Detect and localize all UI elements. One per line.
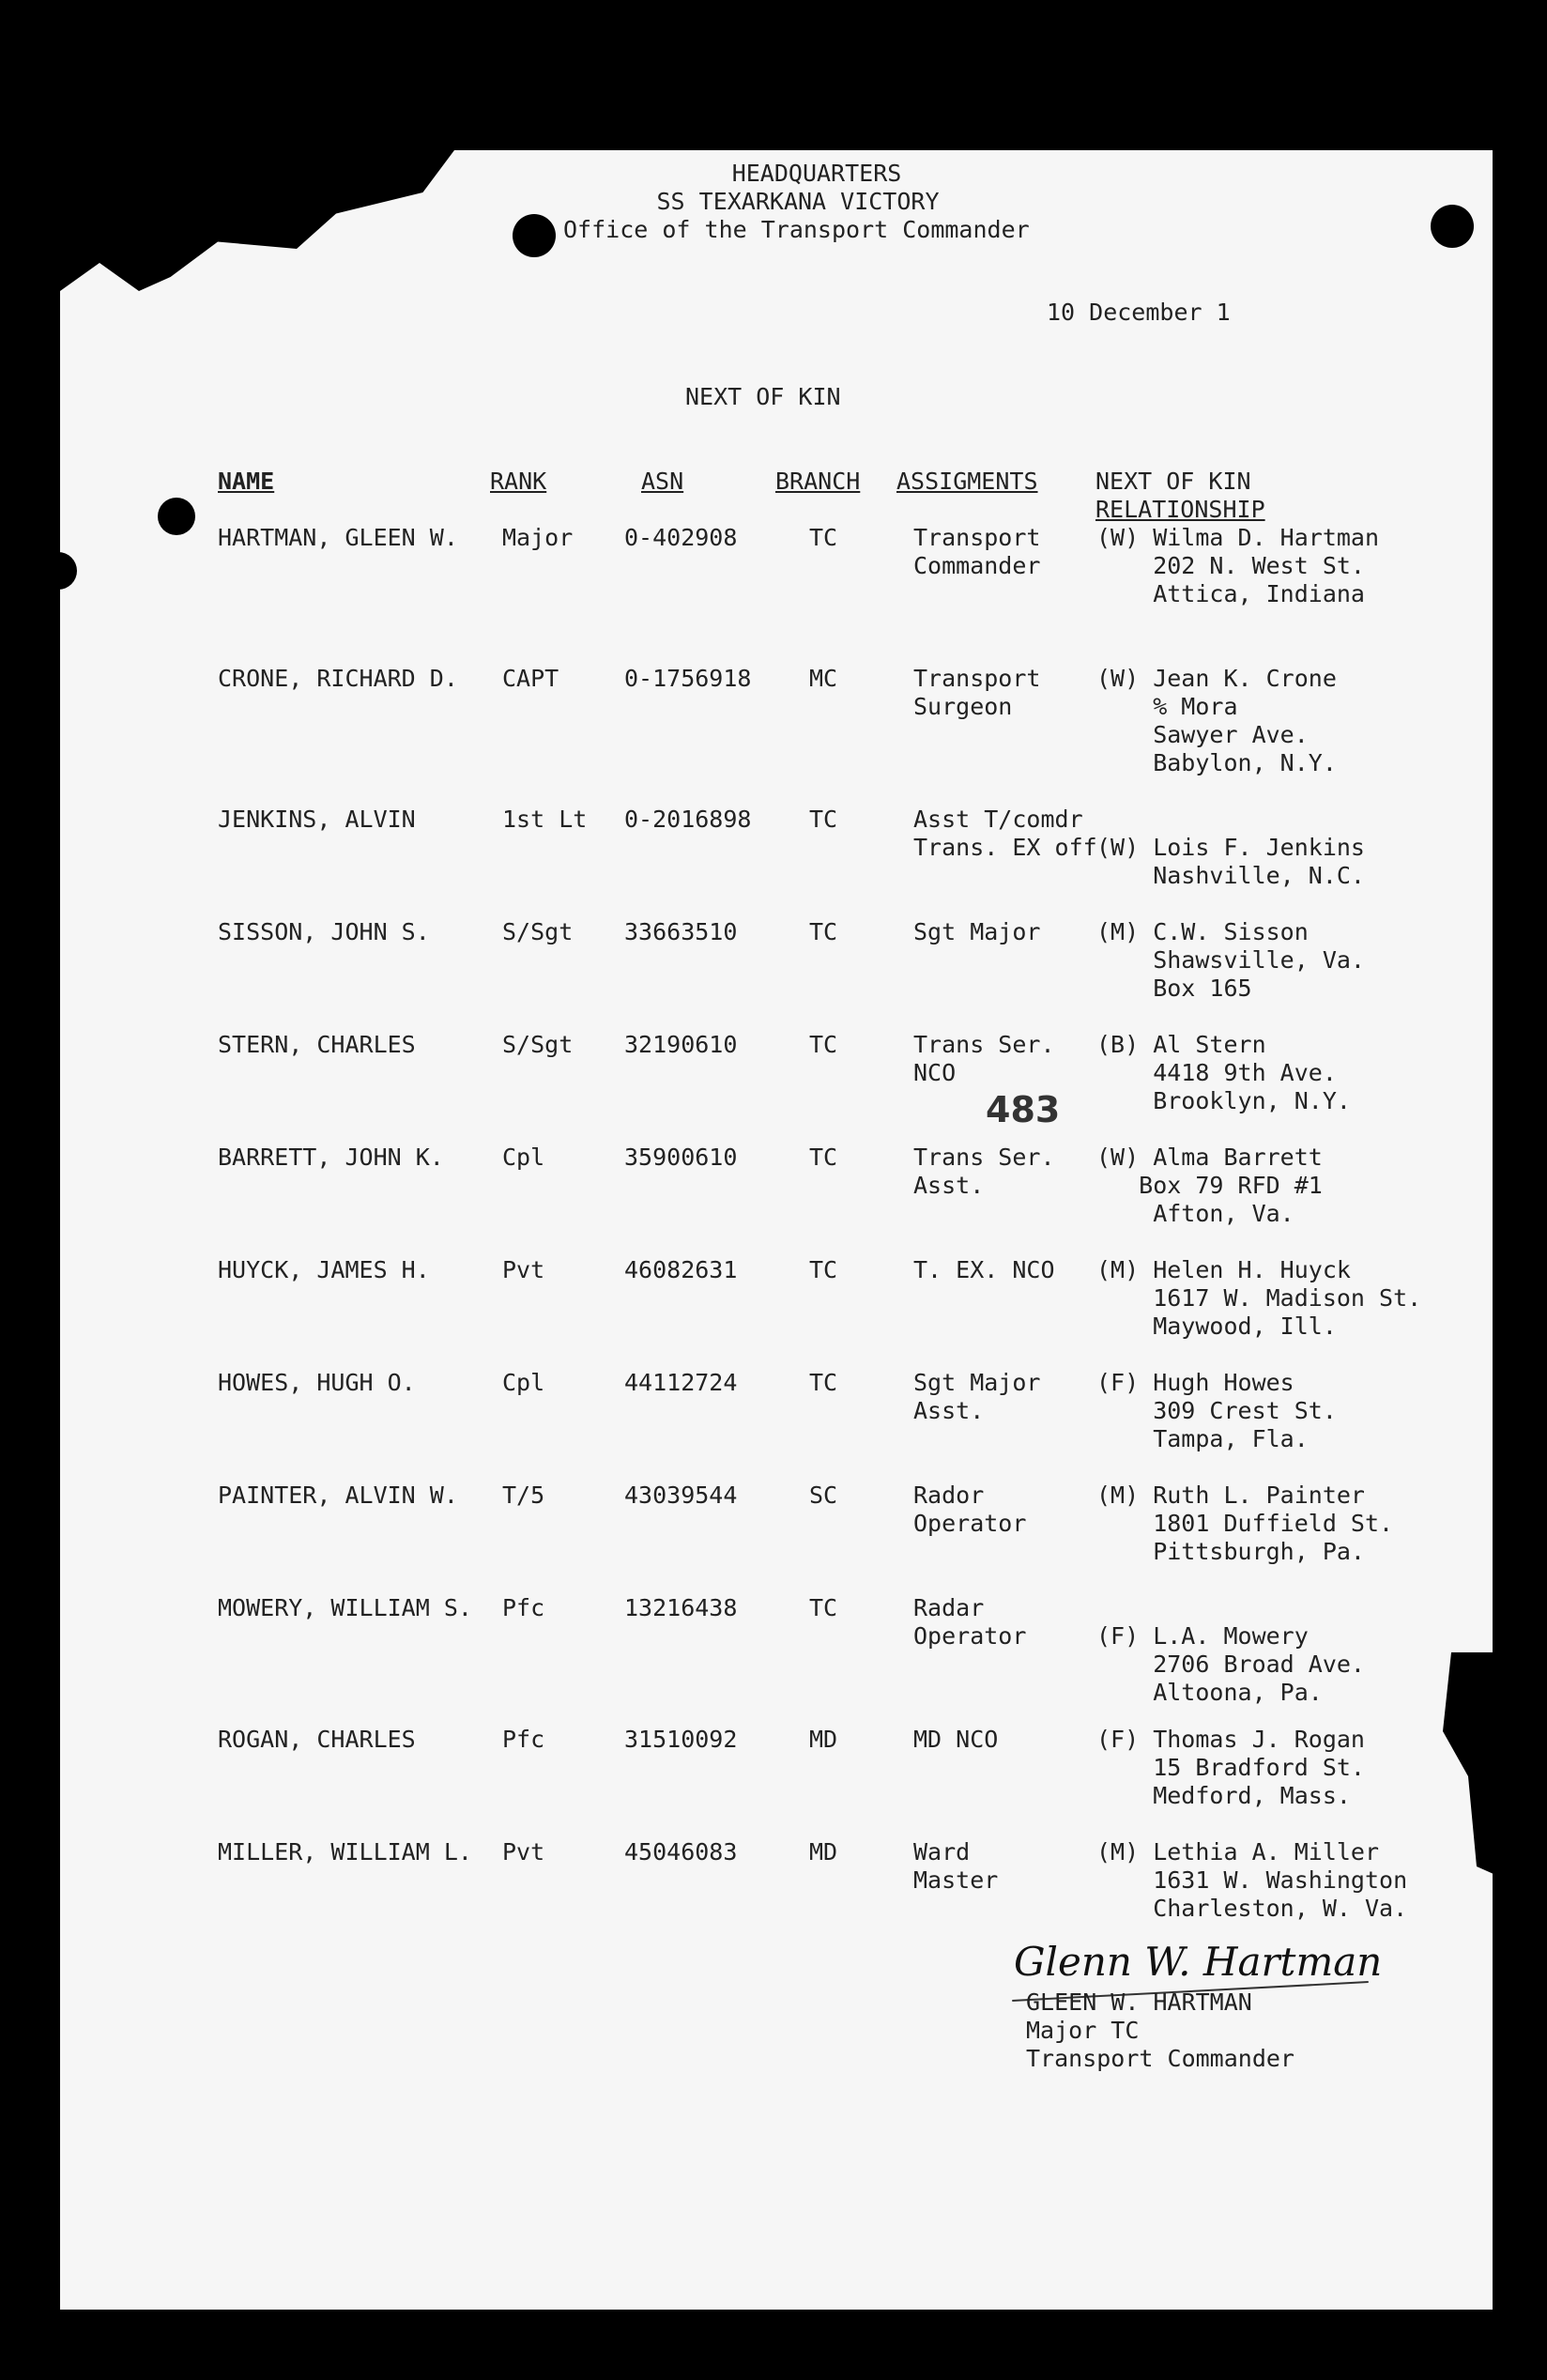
row-next-of-kin-line: 4418 9th Ave. [1096, 1059, 1337, 1086]
row-next-of-kin-line: Altoona, Pa. [1096, 1679, 1323, 1706]
row-next-of-kin-line: (M) Ruth L. Painter [1096, 1482, 1365, 1509]
row-branch: TC [809, 524, 838, 551]
row-name: MOWERY, WILLIAM S. [218, 1594, 472, 1621]
row-assignment-line: Transport [913, 524, 1041, 551]
col-nok: NEXT OF KIN [1095, 468, 1251, 495]
row-asn: 45046083 [624, 1838, 738, 1866]
row-next-of-kin-line: Babylon, N.Y. [1096, 749, 1337, 776]
row-branch: TC [809, 1369, 838, 1396]
row-assignment-line: Asst. [913, 1172, 985, 1199]
row-next-of-kin-line: 309 Crest St. [1096, 1397, 1337, 1424]
row-rank: Pfc [502, 1594, 545, 1621]
row-next-of-kin-line: 1631 W. Washington [1096, 1866, 1408, 1894]
row-assignment-line: Operator [913, 1510, 1027, 1537]
header-line1: HEADQUARTERS [731, 160, 902, 187]
row-next-of-kin-line: (W) Wilma D. Hartman [1096, 524, 1380, 551]
row-rank: Major [502, 524, 574, 551]
row-assignment-line: Rador [913, 1482, 985, 1509]
handwritten-signature: Glenn W. Hartman [1014, 1939, 1383, 1985]
row-next-of-kin-line: Box 79 RFD #1 [1096, 1172, 1323, 1199]
row-next-of-kin-line: (M) C.W. Sisson [1096, 918, 1309, 945]
row-rank: T/5 [502, 1482, 545, 1509]
row-assignment-line: NCO [913, 1059, 957, 1086]
row-next-of-kin-line: (M) Helen H. Huyck [1096, 1256, 1351, 1283]
row-branch: MD [809, 1726, 838, 1753]
row-asn: 35900610 [624, 1144, 738, 1171]
row-name: JENKINS, ALVIN [218, 806, 416, 833]
row-next-of-kin-line: (M) Lethia A. Miller [1096, 1838, 1380, 1866]
row-assignment-line: Trans. EX off [913, 834, 1097, 861]
row-next-of-kin-line: % Mora [1096, 693, 1238, 720]
page-stamp: 483 [986, 1089, 1061, 1130]
row-next-of-kin-line: Nashville, N.C. [1096, 862, 1365, 889]
row-assignment-line: Commander [913, 552, 1041, 579]
row-rank: Pvt [502, 1256, 545, 1283]
col-branch: BRANCH [775, 468, 861, 495]
row-assignment-line: Sgt Major [913, 918, 1041, 945]
row-branch: MD [809, 1838, 838, 1866]
row-asn: 0-402908 [624, 524, 738, 551]
row-rank: Pfc [502, 1726, 545, 1753]
row-next-of-kin-line: Box 165 [1096, 975, 1252, 1002]
row-assignment-line: Surgeon [913, 693, 1013, 720]
row-branch: TC [809, 1031, 838, 1058]
row-next-of-kin-line: (F) Thomas J. Rogan [1096, 1726, 1365, 1753]
row-next-of-kin-line: Brooklyn, N.Y. [1096, 1087, 1351, 1114]
date: 10 December 1 [1047, 299, 1231, 326]
row-branch: TC [809, 806, 838, 833]
row-rank: 1st Lt [502, 806, 588, 833]
row-next-of-kin-line: (F) L.A. Mowery [1096, 1622, 1309, 1650]
row-assignment-line: T. EX. NCO [913, 1256, 1055, 1283]
signer-title: Transport Commander [1026, 2045, 1294, 2072]
row-next-of-kin-line: Shawsville, Va. [1096, 946, 1365, 974]
row-asn: 13216438 [624, 1594, 738, 1621]
row-name: STERN, CHARLES [218, 1031, 416, 1058]
row-asn: 46082631 [624, 1256, 738, 1283]
signer-name: GLEEN W. HARTMAN [1026, 1988, 1252, 2016]
row-assignment-line: Sgt Major [913, 1369, 1041, 1396]
row-next-of-kin-line: 2706 Broad Ave. [1096, 1651, 1365, 1678]
row-name: PAINTER, ALVIN W. [218, 1482, 458, 1509]
row-asn: 43039544 [624, 1482, 738, 1509]
row-assignment-line: Asst T/comdr [913, 806, 1083, 833]
row-next-of-kin-line: Maywood, Ill. [1096, 1313, 1337, 1340]
row-next-of-kin-line: 1617 W. Madison St. [1096, 1284, 1422, 1312]
row-assignment-line: Radar [913, 1594, 985, 1621]
row-rank: S/Sgt [502, 1031, 574, 1058]
row-name: BARRETT, JOHN K. [218, 1144, 444, 1171]
col-rank: RANK [490, 468, 547, 495]
row-assignment-line: Trans Ser. [913, 1144, 1055, 1171]
row-rank: Cpl [502, 1369, 545, 1396]
row-next-of-kin-line: Attica, Indiana [1096, 580, 1365, 607]
row-assignment-line: MD NCO [913, 1726, 999, 1753]
row-assignment-line: Ward [913, 1838, 971, 1866]
row-rank: Pvt [502, 1838, 545, 1866]
row-rank: S/Sgt [502, 918, 574, 945]
col-relationship: RELATIONSHIP [1095, 496, 1265, 523]
header-line2: SS TEXARKANA VICTORY [656, 188, 940, 215]
row-branch: SC [809, 1482, 838, 1509]
row-asn: 31510092 [624, 1726, 738, 1753]
row-assignment-line: Trans Ser. [913, 1031, 1055, 1058]
header-line3: Office of the Transport Commander [563, 216, 1030, 243]
row-next-of-kin-line: Afton, Va. [1096, 1200, 1294, 1227]
row-next-of-kin-line: 202 N. West St. [1096, 552, 1365, 579]
row-asn: 33663510 [624, 918, 738, 945]
row-assignment-line: Master [913, 1866, 999, 1894]
row-name: CRONE, RICHARD D. [218, 665, 458, 692]
row-assignment-line: Operator [913, 1622, 1027, 1650]
row-assignment-line: Transport [913, 665, 1041, 692]
row-next-of-kin-line: (F) Hugh Howes [1096, 1369, 1294, 1396]
row-name: HARTMAN, GLEEN W. [218, 524, 458, 551]
row-asn: 44112724 [624, 1369, 738, 1396]
row-next-of-kin-line: (W) Alma Barrett [1096, 1144, 1323, 1171]
row-rank: Cpl [502, 1144, 545, 1171]
col-assignments: ASSIGMENTS [896, 468, 1038, 495]
row-asn: 0-1756918 [624, 665, 752, 692]
row-name: SISSON, JOHN S. [218, 918, 430, 945]
row-branch: TC [809, 1594, 838, 1621]
row-branch: TC [809, 918, 838, 945]
row-name: HOWES, HUGH O. [218, 1369, 416, 1396]
page-title: NEXT OF KIN [685, 383, 841, 410]
row-next-of-kin-line: 15 Bradford St. [1096, 1754, 1365, 1781]
row-next-of-kin-line: Charleston, W. Va. [1096, 1895, 1408, 1922]
row-next-of-kin-line: Tampa, Fla. [1096, 1425, 1309, 1452]
row-assignment-line: Asst. [913, 1397, 985, 1424]
row-name: HUYCK, JAMES H. [218, 1256, 430, 1283]
row-rank: CAPT [502, 665, 559, 692]
row-next-of-kin-line: Pittsburgh, Pa. [1096, 1538, 1365, 1565]
signer-rank: Major TC [1026, 2017, 1140, 2044]
row-asn: 0-2016898 [624, 806, 752, 833]
row-asn: 32190610 [624, 1031, 738, 1058]
row-next-of-kin-line: (B) Al Stern [1096, 1031, 1266, 1058]
row-next-of-kin-line: (W) Lois F. Jenkins [1096, 834, 1365, 861]
row-next-of-kin-line: Medford, Mass. [1096, 1782, 1351, 1809]
row-next-of-kin-line: 1801 Duffield St. [1096, 1510, 1394, 1537]
col-asn: ASN [641, 468, 684, 495]
row-branch: TC [809, 1144, 838, 1171]
row-name: ROGAN, CHARLES [218, 1726, 416, 1753]
row-branch: MC [809, 665, 838, 692]
row-name: MILLER, WILLIAM L. [218, 1838, 472, 1866]
row-next-of-kin-line: (W) Jean K. Crone [1096, 665, 1337, 692]
col-name: NAME [218, 468, 275, 495]
row-branch: TC [809, 1256, 838, 1283]
row-next-of-kin-line: Sawyer Ave. [1096, 721, 1309, 748]
